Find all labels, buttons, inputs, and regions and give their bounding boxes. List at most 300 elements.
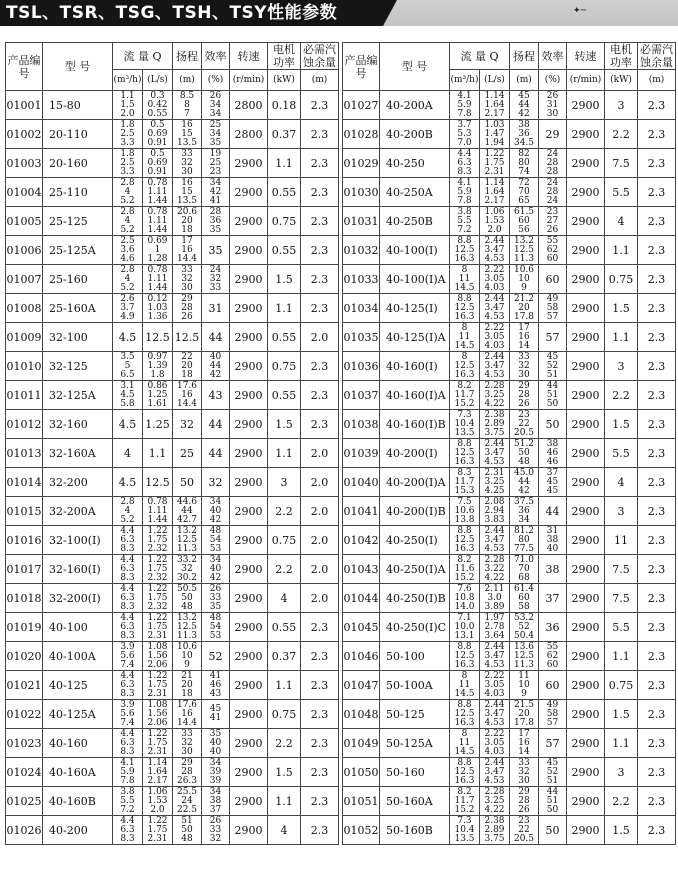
cell-head [173,787,202,816]
cell-code: 01037 [343,381,380,410]
cell-head [173,468,202,497]
table-row [343,497,676,526]
cell-efficiency-line: 34 [209,99,222,110]
cell-head [510,265,539,294]
cell-speed: 2900 [567,642,605,671]
cell-flow-m3h-line: 3.5 [120,351,135,362]
cell-npsh: 2.0 [301,526,339,555]
cell-npsh: 2.3 [638,323,676,352]
cell-head [510,439,539,468]
cell-efficiency-line: 55 [546,641,559,652]
cell-efficiency [539,468,567,497]
cell-efficiency [539,439,567,468]
cell-flow-m3h-line: 5.8 [120,398,135,409]
cell-flow-m3h-line: 5.6 [120,650,135,661]
cell-efficiency-line: 46 [546,456,559,467]
cell-flow-m3h [113,816,143,845]
cell-efficiency [202,91,230,120]
cell-code: 01045 [343,613,380,642]
cell-flow-m3h-line: 4.5 [118,330,137,344]
cell-efficiency [539,642,567,671]
cell-head [510,816,539,845]
cell-flow-ls [143,410,173,439]
cell-head [173,149,202,178]
cell-npsh: 2.3 [301,816,339,845]
cell-head [173,758,202,787]
cell-flow-ls-line: 1.75 [147,592,168,603]
cell-flow-ls-line: 1.1 [148,446,167,460]
cell-flow-m3h [450,207,480,236]
cell-speed: 2900 [230,526,268,555]
cell-efficiency [539,265,567,294]
cell-flow-m3h-line: 4 [124,215,131,226]
cell-head-line: 11 [518,670,530,681]
cell-power: 3 [605,497,638,526]
cell-head-line: 82 [518,148,530,159]
cell-npsh: 2.3 [638,497,676,526]
cell-code: 01009 [6,323,43,352]
cell-efficiency-line: 53 [209,630,222,641]
cell-flow-ls-line: 0.86 [147,380,168,391]
cell-flow-ls-line: 3.47 [484,766,505,777]
cell-flow-ls-line: 2.44 [484,525,505,536]
cell-flow-ls-line: 0.69 [147,128,168,139]
cell-flow-m3h [113,120,143,149]
cell-speed: 2900 [567,149,605,178]
cell-efficiency [539,381,567,410]
cell-flow-ls-line: 4.53 [484,369,505,380]
col-header-power: 电机功率 [605,43,638,70]
table-row [343,700,676,729]
cell-flow-ls [143,178,173,207]
cell-speed: 2900 [230,555,268,584]
cell-npsh: 2.3 [638,381,676,410]
cell-flow-ls-line: 1.94 [484,137,505,148]
cell-efficiency-line: 40 [209,505,222,516]
cell-flow-m3h-line: 4.5 [120,389,135,400]
cell-efficiency-line: 51 [546,795,559,806]
cell-model: 25-125A [43,236,113,265]
cell-flow-ls-line: 2.32 [147,543,168,554]
cell-flow-m3h [450,120,480,149]
cell-flow-m3h-line: 10.4 [454,824,475,835]
cell-flow-ls-line: 4.53 [484,659,505,670]
cell-head-line: 81.2 [513,525,535,536]
cell-flow-m3h-line: 16.3 [454,543,475,554]
cell-flow-ls-line: 2.0 [487,224,502,235]
cell-efficiency-line: 34 [209,757,222,768]
table-row [6,729,339,758]
cell-flow-ls-line: 0.5 [150,119,165,130]
cell-power: 1.1 [268,149,301,178]
cell-flow-ls-line: 3.22 [484,563,505,574]
cell-power: 1.1 [605,323,638,352]
cell-speed: 2900 [230,671,268,700]
table-row [6,149,339,178]
cell-flow-ls-line: 0.5 [150,148,165,159]
cell-model: 15-80 [43,91,113,120]
cell-head-line: 21.2 [513,293,535,304]
cell-efficiency [202,758,230,787]
cell-flow-ls [143,91,173,120]
cell-head-line: 50 [181,824,193,835]
cell-head-line: 16 [181,244,193,255]
cell-flow-ls [143,381,173,410]
cell-flow-ls [143,323,173,352]
cell-flow-ls [480,613,510,642]
cell-efficiency-line: 50 [546,804,559,815]
cell-npsh: 2.0 [301,555,339,584]
cell-model: 40-100 [43,613,113,642]
cell-head-line: 9 [521,688,527,699]
cell-code: 01008 [6,294,43,323]
cell-speed: 2900 [230,178,268,207]
cell-flow-m3h-line: 8.3 [120,746,135,757]
cell-flow-ls-line: 2.28 [484,786,505,797]
cell-power: 0.37 [268,120,301,149]
cell-speed: 2900 [230,700,268,729]
cell-head-line: 16 [181,708,193,719]
cell-flow-m3h-line: 3.9 [120,699,135,710]
cell-efficiency-line: 38 [546,438,559,449]
cell-head-line: 20.5 [513,427,535,438]
cell-flow-ls [143,555,173,584]
cell-flow-ls-line: 3.25 [484,476,505,487]
cell-flow-m3h-line: 11.7 [454,389,475,400]
cell-flow-ls-line: 1.8 [150,369,165,380]
cell-power: 4 [268,584,301,613]
cell-npsh: 2.3 [638,642,676,671]
cell-flow-m3h [450,178,480,207]
unit-speed: (r/min) [230,70,268,91]
cell-flow-ls-line: 3.05 [484,331,505,342]
cell-head-line: 12.5 [176,621,198,632]
cell-flow-ls [480,294,510,323]
cell-flow-ls-line: 1.97 [484,612,505,623]
cell-flow-m3h-line: 7.3 [457,409,472,420]
cell-efficiency [202,468,230,497]
cell-npsh: 2.3 [638,584,676,613]
cell-flow-ls [143,613,173,642]
cell-efficiency-line: 32 [208,475,223,489]
table-row [6,468,339,497]
cell-head-line: 14.4 [176,717,198,728]
cell-flow-ls-line: 2.22 [484,670,505,681]
cell-efficiency-line: 38 [546,534,559,545]
cell-speed: 2900 [567,816,605,845]
cell-power: 1.1 [268,294,301,323]
cell-efficiency-line: 33 [209,592,222,603]
cell-power: 1.5 [268,410,301,439]
cell-flow-ls [143,468,173,497]
cell-npsh: 2.3 [301,381,339,410]
cell-flow-m3h-line: 5.9 [457,99,472,110]
cell-head [510,758,539,787]
cell-efficiency [539,671,567,700]
cell-model: 40-160 [43,729,113,758]
cell-flow-ls-line: 1.06 [147,786,168,797]
cell-flow-ls-line: 1.14 [147,757,168,768]
cell-model: 32-160(I) [43,555,113,584]
cell-flow-m3h [450,149,480,178]
table-row [6,787,339,816]
cell-flow-ls [480,91,510,120]
cell-code: 01025 [6,787,43,816]
cell-speed: 2900 [567,236,605,265]
cell-flow-ls-line: 1.53 [147,795,168,806]
cell-head-line: 48 [181,601,193,612]
page-title: TSL、TSR、TSG、TSH、TSY性能参数 [0,0,383,26]
cell-flow-m3h-line: 1.1 [120,90,135,101]
cell-speed: 2900 [230,787,268,816]
cell-flow-ls-line: 4.03 [484,688,505,699]
cell-flow-m3h-line: 4.1 [457,177,472,188]
cell-flow-ls-line: 3.05 [484,679,505,690]
cell-flow-m3h-line: 14.5 [454,746,475,757]
cell-head-line: 28 [181,302,193,313]
cell-flow-ls-line: 2.32 [147,572,168,583]
cell-npsh: 2.3 [301,149,339,178]
cell-efficiency-line: 31 [546,99,559,110]
cell-code: 01033 [343,265,380,294]
cell-speed: 2900 [567,294,605,323]
cell-model: 50-100 [380,642,450,671]
cell-head-line: 50 [180,475,195,489]
cell-efficiency-line: 34 [209,108,222,119]
cell-head [173,700,202,729]
cell-flow-m3h-line: 10.6 [454,505,475,516]
col-header-npsh: 必需汽蚀余量 [301,43,339,70]
cell-flow-ls-line: 3.47 [484,447,505,458]
col-header-efficiency: 效率 [539,43,567,70]
cell-flow-ls-line: 2.94 [484,505,505,516]
cell-code: 01043 [343,555,380,584]
cell-flow-m3h-line: 4.5 [118,475,137,489]
cell-efficiency-line: 28 [546,157,559,168]
cell-model: 40-125A [43,700,113,729]
table-row [343,91,676,120]
cell-flow-ls-line: 1.22 [147,670,168,681]
cell-efficiency-line: 33 [209,824,222,835]
cell-flow-m3h-line: 8.3 [457,166,472,177]
cell-power: 1.1 [268,787,301,816]
table-row [6,120,339,149]
cell-flow-m3h [113,787,143,816]
cell-efficiency-line: 60 [546,659,559,670]
cell-model: 40-200(I)B [380,497,450,526]
cell-head-line: 20 [181,360,193,371]
col-header-flow: 流 量 Q [113,43,173,70]
cell-efficiency [202,613,230,642]
cell-code: 01048 [343,700,380,729]
cell-efficiency-line: 35 [209,728,222,739]
cell-power: 1.5 [268,265,301,294]
cell-flow-m3h-line: 16.3 [454,369,475,380]
unit-flow-m3h: (m³/h) [450,70,480,91]
cell-head-line: 33 [518,757,530,768]
cell-model: 40-200 [43,816,113,845]
cell-efficiency [539,584,567,613]
cell-flow-m3h-line: 5.2 [120,224,135,235]
cell-flow-ls-line: 2.44 [484,757,505,768]
cell-model: 40-100A [43,642,113,671]
table-row [6,236,339,265]
cell-head-line: 29 [518,786,530,797]
cell-efficiency [202,323,230,352]
cell-head [173,352,202,381]
cell-efficiency [539,613,567,642]
cell-npsh: 2.3 [638,410,676,439]
cell-flow-ls-line: 2.17 [484,108,505,119]
cell-efficiency-line: 44 [209,360,222,371]
unit-npsh: (m) [301,70,339,91]
cell-flow-m3h-line: 8.8 [457,699,472,710]
cell-flow-m3h-line: 6.3 [120,824,135,835]
cell-npsh: 2.3 [638,265,676,294]
cell-flow-ls [480,120,510,149]
cell-model: 40-160(I) [380,352,450,381]
cell-head-line: 36 [518,505,530,516]
cell-flow-ls-line: 0.55 [147,108,168,119]
cell-efficiency-line: 33 [209,282,222,293]
cell-flow-m3h-line: 3.1 [120,380,135,391]
cell-model: 40-250(I)A [380,555,450,584]
cell-head-line: 10.6 [513,264,535,275]
cell-npsh: 2.3 [638,671,676,700]
cell-speed: 2900 [230,729,268,758]
cell-efficiency-line: 24 [546,195,559,206]
cell-npsh: 2.3 [301,671,339,700]
cell-flow-ls-line: 4.22 [484,804,505,815]
table-row [343,352,676,381]
cell-head-line: 23 [518,815,530,826]
cell-head-line: 14.4 [176,398,198,409]
cell-head-line: 8 [184,99,190,110]
cell-flow-ls-line: 2.44 [484,438,505,449]
cell-speed: 2900 [567,439,605,468]
cell-flow-ls-line: 1.25 [147,389,168,400]
cell-flow-m3h [113,178,143,207]
cell-head-line: 7 [184,108,190,119]
col-header-npsh: 必需汽蚀余量 [638,43,676,70]
cell-head-line: 32 [181,157,193,168]
cell-flow-m3h-line: 7.3 [457,815,472,826]
cell-speed: 2900 [567,671,605,700]
cell-efficiency-line: 31 [546,525,559,536]
cell-flow-m3h [113,526,143,555]
cell-code: 01034 [343,294,380,323]
cell-head [510,555,539,584]
cell-head-line: 12.5 [174,330,200,344]
cell-efficiency-line: 23 [209,166,222,177]
cell-npsh: 2.3 [638,178,676,207]
cell-head-line: 26 [181,311,193,322]
cell-model: 40-100(I) [380,236,450,265]
cell-code: 01022 [6,700,43,729]
table-row [343,584,676,613]
cell-flow-m3h-line: 8 [461,351,468,362]
cell-model: 25-110 [43,178,113,207]
cell-flow-m3h-line: 5.2 [120,514,135,525]
cell-head [173,207,202,236]
cell-flow-m3h-line: 3.3 [120,166,135,177]
cell-flow-m3h-line: 2.0 [120,108,135,119]
cell-flow-ls-line: 3.47 [484,534,505,545]
cell-flow-m3h-line: 7.5 [457,496,472,507]
cell-power: 0.75 [268,207,301,236]
table-row [6,497,339,526]
cell-efficiency-line: 37 [209,804,222,815]
cell-flow-ls-line: 1.28 [147,253,168,264]
cell-efficiency-line: 54 [209,534,222,545]
cell-flow-ls-line: 2.31 [484,166,505,177]
table-row [6,439,339,468]
cell-flow-m3h [113,149,143,178]
cell-efficiency [202,439,230,468]
cell-npsh: 2.3 [301,236,339,265]
cell-efficiency [539,207,567,236]
cell-model: 25-160A [43,294,113,323]
cell-head-line: 14 [518,746,530,757]
cell-flow-m3h-line: 8 [461,670,468,681]
cell-npsh: 2.3 [638,352,676,381]
cell-head [173,439,202,468]
cell-flow-m3h-line: 8.2 [457,554,472,565]
cell-efficiency [539,555,567,584]
cell-efficiency-line: 55 [546,235,559,246]
cell-speed: 2900 [567,787,605,816]
cell-flow-m3h-line: 7.8 [120,775,135,786]
cell-code: 01049 [343,729,380,758]
cell-flow-ls-line: 1.44 [147,282,168,293]
cell-npsh: 2.3 [638,294,676,323]
cell-flow-ls-line: 1.75 [147,563,168,574]
cell-flow-m3h-line: 2.6 [120,293,135,304]
cell-code: 01013 [6,439,43,468]
cell-model: 50-160B [380,816,450,845]
cell-head-line: 50 [518,447,530,458]
cell-npsh: 2.3 [301,207,339,236]
cell-flow-m3h-line: 7.4 [120,659,135,670]
cell-efficiency-line: 46 [546,447,559,458]
cell-flow-ls-line: 2.22 [484,322,505,333]
cell-efficiency-line: 54 [209,621,222,632]
cell-head-line: 18 [181,369,193,380]
cell-flow-ls [480,526,510,555]
cell-flow-ls [143,729,173,758]
cell-code: 01036 [343,352,380,381]
cell-efficiency-line: 50 [545,823,560,837]
cell-flow-ls-line: 1.36 [147,311,168,322]
cell-speed: 2900 [567,526,605,555]
table-row [343,468,676,497]
cell-flow-ls-line: 0.78 [147,177,168,188]
cell-speed: 2900 [230,149,268,178]
cell-efficiency-line: 44 [208,446,223,460]
cell-head-line: 9 [521,282,527,293]
cell-flow-m3h-line: 7.8 [457,195,472,206]
cell-model: 32-160A [43,439,113,468]
cell-npsh: 2.3 [638,787,676,816]
cell-head-line: 70 [518,563,530,574]
col-header-speed: 转速 [567,43,605,70]
cell-flow-ls-line: 2.44 [484,351,505,362]
cell-flow-m3h-line: 2.5 [120,157,135,168]
cell-head-line: 42 [518,485,530,496]
cell-power: 4 [268,816,301,845]
cell-flow-ls-line: 2.31 [147,746,168,757]
cell-flow-ls [143,207,173,236]
